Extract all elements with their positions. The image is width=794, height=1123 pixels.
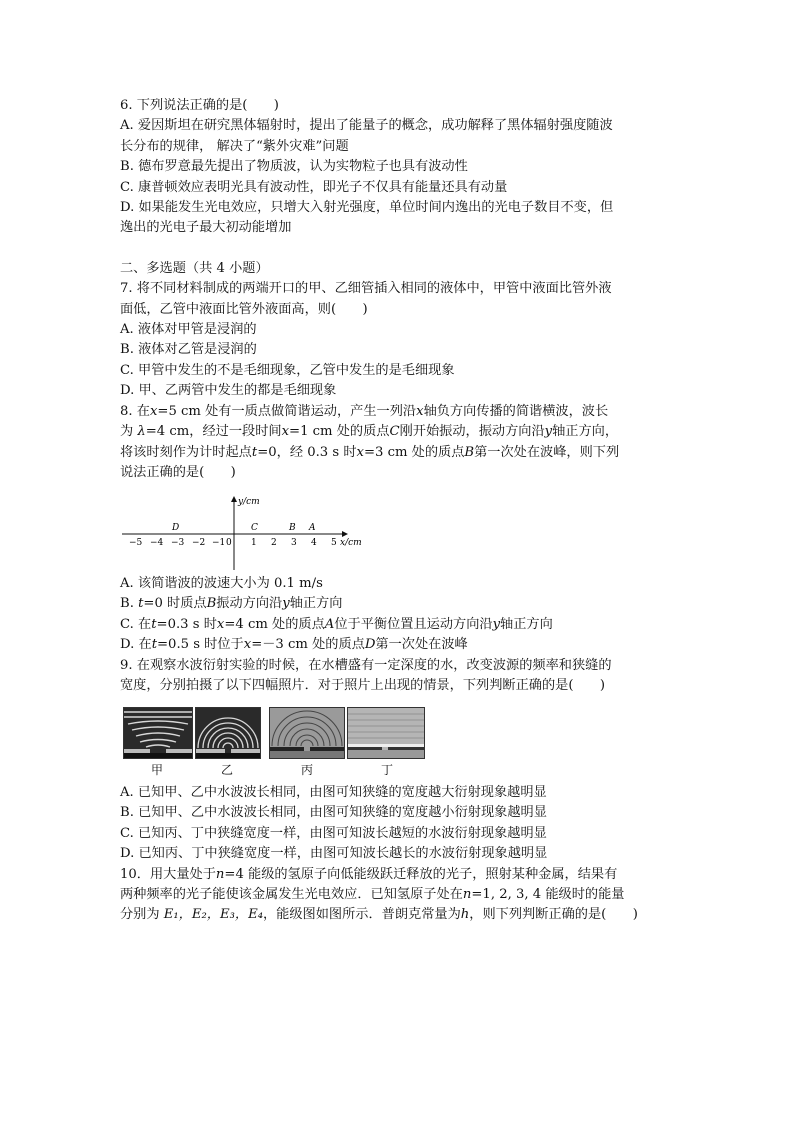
- q8-option-a: A. 该简谐波的波速大小为 0.1 m/s: [120, 576, 323, 591]
- exam-page: [120, 96, 680, 483]
- q8-stem-line4: 说法正确的是( ): [120, 464, 236, 480]
- wave-axis-figure: [120, 494, 370, 574]
- q6-option-c: C. 康普顿效应表明光具有波动性，即光子不仅具有能量还具有动量: [120, 179, 508, 195]
- q7-option-a: A. 液体对甲管是浸润的: [120, 322, 257, 338]
- point-label-b: B: [289, 523, 296, 533]
- tick-label-3: 3: [291, 538, 297, 548]
- y-axis-arrow-icon: [231, 496, 237, 502]
- tick-label-5: 5: [331, 538, 337, 548]
- q6-stem: 6. 下列说法正确的是( ): [120, 98, 279, 113]
- q6-option-a-line1: A. 爱因斯坦在研究黑体辐射时，提出了能量子的概念，成功解释了黑体辐射强度随波: [120, 118, 613, 134]
- q10-stem-line2: 两种频率的光子能使该金属发生光电效应．已知氢原子处在n=1, 2, 3, 4 能级时的能量: [120, 887, 625, 903]
- photo-ding: [347, 707, 425, 759]
- q8-option-b: B. t=0 时质点B振动方向沿y轴正方向: [120, 596, 343, 612]
- section-heading: 二、多选题（共 4 小题）: [120, 260, 269, 276]
- photo-bing: [269, 707, 345, 759]
- q7-option-d: D. 甲、乙两管中发生的都是毛细现象: [120, 383, 337, 399]
- q9-option-c: C. 已知丙、丁中狭缝宽度一样，由图可知波长越短的水波衍射现象越明显: [120, 825, 547, 841]
- q8-stem-line2: 为 λ=4 cm，经过一段时间x=1 cm 处的质点C刚开始振动，振动方向沿y轴正方向，: [120, 424, 619, 440]
- point-label-a: A: [309, 523, 316, 533]
- q8-options-block: [120, 574, 680, 696]
- q7-option-b: B. 液体对乙管是浸润的: [120, 342, 257, 358]
- x-axis-label: x/cm: [340, 538, 362, 548]
- origin-label: 0: [226, 538, 232, 548]
- photo-labels: [123, 761, 423, 777]
- q7-stem-line2: 面低，乙管中液面比管外液面高，则( ): [120, 301, 368, 317]
- q9-option-d: D. 已知丙、丁中狭缝宽度一样，由图可知波长越长的水波衍射现象越明显: [120, 846, 548, 862]
- point-label-c: C: [251, 523, 258, 533]
- photo-label-ding: 丁: [381, 763, 394, 777]
- q10-stem-line1: 10．用大量处于n=4 能级的氢原子向低能级跃迁释放的光子，照射某种金属，结果有: [120, 866, 618, 882]
- tick-label-neg4: −4: [150, 538, 164, 548]
- q9-stem-line1: 9. 在观察水波衍射实验的时候，在水槽盛有一定深度的水，改变波源的频率和狭缝的: [120, 657, 612, 673]
- q6-option-d-line1: D. 如果能发生光电效应，只增大入射光强度，单位时间内逸出的光电子数目不变，但: [120, 200, 614, 216]
- q6-option-b: B. 德布罗意最先提出了物质波，认为实物粒子也具有波动性: [120, 159, 468, 175]
- q6-option-d-line2: 逸出的光电子最大初动能增加: [120, 220, 292, 236]
- q8-stem-line1: 8. 在x=5 cm 处有一质点做简谐运动，产生一列沿x轴负方向传播的简谐横波，波长: [120, 403, 609, 419]
- q6-option-a-line2: 长分布的规律， 解决了“紫外灾难”问题: [120, 138, 349, 154]
- diffraction-photos: [123, 707, 423, 757]
- photo-label-jia: 甲: [151, 763, 164, 777]
- tick-label-1: 1: [251, 538, 257, 548]
- photo-jia: [123, 707, 193, 759]
- y-axis-label: y/cm: [238, 497, 260, 507]
- photo-yi: [195, 707, 261, 759]
- q9-option-b: B. 已知甲、乙中水波波长相同，由图可知狭缝的宽度越小衍射现象越明显: [120, 805, 547, 821]
- x-axis-arrow-icon: [342, 531, 348, 537]
- tick-label-neg5: −5: [129, 538, 143, 548]
- q8-option-d: D. 在t=0.5 s 时位于x=－3 cm 处的质点D第一次处在波峰: [120, 637, 468, 653]
- q7-option-c: C. 甲管中发生的不是毛细现象，乙管中发生的是毛细现象: [120, 362, 455, 378]
- q9-option-a: A. 已知甲、乙中水波波长相同，由图可知狭缝的宽度越大衍射现象越明显: [120, 785, 547, 800]
- tick-label-4: 4: [311, 538, 317, 548]
- point-label-d: D: [172, 523, 180, 533]
- tick-label-2: 2: [271, 538, 277, 548]
- q9-stem-line2: 宽度，分别拍摄了以下四幅照片．对于照片上出现的情景，下列判断正确的是( ): [120, 678, 606, 694]
- q10-stem-line3: 分别为 E₁，E₂，E₃，E₄，能级图如图所示．普朗克常量为h，则下列判断正确的是( ): [120, 907, 638, 923]
- q8-stem-line3: 将该时刻作为计时起点t=0，经 0.3 s 时x=3 cm 处的质点B第一次处在波峰，则下列: [120, 444, 620, 460]
- photo-label-yi: 乙: [221, 763, 234, 777]
- tick-label-neg1: −1: [212, 538, 226, 548]
- q8-option-c: C. 在t=0.3 s 时x=4 cm 处的质点A位于平衡位置且运动方向沿y轴正方向: [120, 616, 553, 632]
- q7-stem-line1: 7. 将不同材料制成的两端开口的甲、乙细管插入相同的液体中，甲管中液面比管外液: [120, 281, 612, 297]
- tick-label-neg3: −3: [171, 538, 185, 548]
- tick-label-neg2: −2: [192, 538, 206, 548]
- photo-label-bing: 丙: [301, 763, 314, 777]
- q9-q10-block: [120, 783, 680, 926]
